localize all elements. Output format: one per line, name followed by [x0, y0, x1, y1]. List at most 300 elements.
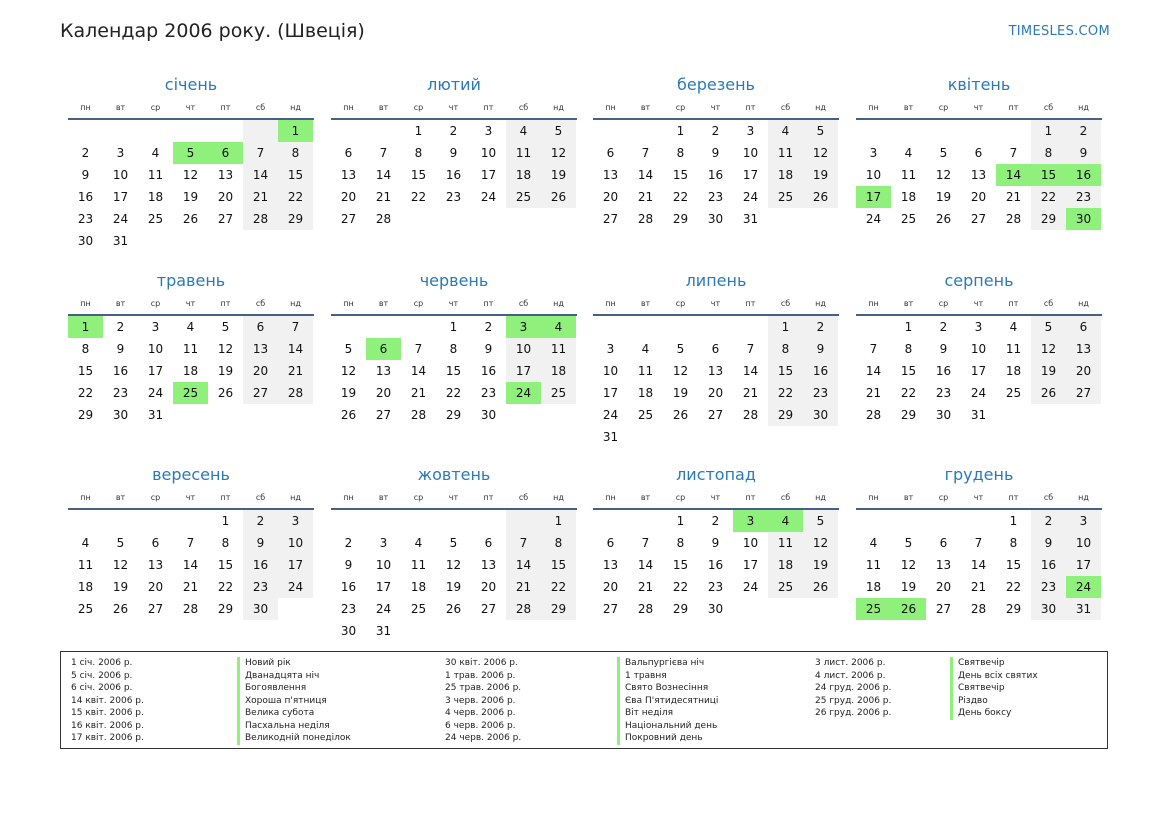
weekday-label: нд [553, 103, 564, 112]
day-cell: 17 [970, 364, 987, 378]
day-cell: 29 [541, 598, 576, 620]
day-cell: 11 [768, 142, 803, 164]
day-cell: 19 [672, 386, 689, 400]
day-cell: 16 [340, 580, 357, 594]
holiday-name: День боксу [958, 708, 1012, 718]
day-cell: 6 [366, 338, 401, 360]
day-cell: 2 [484, 320, 493, 334]
day-cell: 20 [935, 580, 952, 594]
day-blank [856, 316, 891, 338]
weekday-label: пт [483, 493, 494, 502]
day-cell: 10 [865, 168, 882, 182]
month-6 [331, 270, 577, 426]
weekday-label: нд [1078, 493, 1089, 502]
day-cell: 17 [1066, 554, 1101, 576]
day-cell: 25 [768, 186, 803, 208]
day-cell: 23 [935, 386, 952, 400]
day-cell: 20 [707, 386, 724, 400]
day-cell: 17 [742, 168, 759, 182]
weekday-label: вт [378, 103, 389, 112]
day-cell: 21 [742, 386, 759, 400]
site-link[interactable]: TIMESLES.COM [1008, 24, 1110, 39]
day-cell: 28 [742, 408, 759, 422]
day-cell: 22 [217, 580, 234, 594]
day-cell: 8 [676, 146, 685, 160]
weekday-label: нд [553, 299, 564, 308]
day-cell: 16 [707, 558, 724, 572]
day-cell: 15 [1031, 164, 1066, 186]
day-cell: 14 [742, 364, 759, 378]
month-name: червень [419, 271, 489, 290]
day-cell: 4 [768, 120, 803, 142]
holiday-name: Велика субота [245, 708, 315, 718]
day-cell: 23 [1031, 576, 1066, 598]
day-cell: 23 [1066, 186, 1101, 208]
day-cell: 30 [707, 212, 724, 226]
day-cell: 24 [147, 386, 164, 400]
day-cell: 30 [243, 598, 278, 620]
day-cell: 4 [541, 316, 576, 338]
day-cell: 29 [1005, 602, 1022, 616]
day-cell: 19 [217, 364, 234, 378]
day-cell: 28 [865, 408, 882, 422]
day-cell: 5 [939, 146, 948, 160]
day-cell: 19 [803, 164, 838, 186]
month-2 [331, 74, 577, 230]
day-cell: 10 [506, 338, 541, 360]
day-cell: 22 [410, 190, 427, 204]
day-blank [996, 120, 1031, 142]
day-cell: 16 [243, 554, 278, 576]
weekday-label: вт [115, 103, 126, 112]
day-blank [961, 510, 996, 532]
day-cell: 20 [243, 360, 278, 382]
weekday-label: пт [220, 493, 231, 502]
day-blank [593, 316, 628, 338]
day-cell: 15 [77, 364, 94, 378]
day-cell: 9 [711, 536, 720, 550]
day-cell: 5 [344, 342, 353, 356]
day-cell: 13 [480, 558, 497, 572]
day-grid [593, 510, 839, 620]
day-cell: 25 [637, 408, 654, 422]
weekday-label: ср [413, 299, 424, 308]
weekday-label: пт [220, 103, 231, 112]
day-cell: 21 [637, 580, 654, 594]
day-cell: 3 [869, 146, 878, 160]
day-blank [138, 120, 173, 142]
day-cell: 5 [1031, 316, 1066, 338]
day-cell: 30 [707, 602, 724, 616]
day-cell: 6 [606, 146, 615, 160]
day-cell: 10 [480, 146, 497, 160]
day-cell: 13 [970, 168, 987, 182]
day-cell: 2 [711, 124, 720, 138]
day-blank [628, 510, 663, 532]
day-blank [401, 316, 436, 338]
day-cell: 24 [602, 408, 619, 422]
day-cell: 2 [243, 510, 278, 532]
day-cell: 14 [637, 558, 654, 572]
day-cell: 20 [602, 580, 619, 594]
day-cell: 3 [484, 124, 493, 138]
day-cell: 26 [541, 186, 576, 208]
day-cell: 7 [414, 342, 423, 356]
day-cell: 2 [449, 124, 458, 138]
day-cell: 18 [900, 190, 917, 204]
day-cell: 21 [375, 190, 392, 204]
weekday-label: чт [973, 103, 984, 112]
weekday-label: пн [80, 493, 91, 502]
day-cell: 27 [602, 602, 619, 616]
day-cell: 7 [506, 532, 541, 554]
day-cell: 14 [506, 554, 541, 576]
holiday-dates-column [445, 657, 521, 745]
holiday-name: Свято Вознесіння [625, 683, 709, 693]
day-cell: 17 [147, 364, 164, 378]
weekday-label: пн [868, 299, 879, 308]
holiday-name: Різдво [958, 695, 988, 706]
day-cell: 21 [637, 190, 654, 204]
month-11 [593, 464, 839, 620]
day-cell: 12 [217, 342, 234, 356]
page-title: Календар 2006 року. (Швеція) [60, 20, 365, 42]
day-cell: 14 [375, 168, 392, 182]
day-cell: 29 [1031, 208, 1066, 230]
day-cell: 5 [449, 536, 458, 550]
day-cell: 14 [970, 558, 987, 572]
day-cell: 26 [340, 408, 357, 422]
day-cell: 29 [217, 602, 234, 616]
day-cell: 15 [900, 364, 917, 378]
day-cell: 14 [182, 558, 199, 572]
day-cell: 8 [768, 338, 803, 360]
day-cell: 4 [186, 320, 195, 334]
day-blank [663, 316, 698, 338]
day-cell: 27 [1066, 382, 1101, 404]
day-cell: 9 [1031, 532, 1066, 554]
day-cell: 4 [869, 536, 878, 550]
weekday-label: чт [185, 103, 196, 112]
day-cell: 19 [340, 386, 357, 400]
day-cell: 8 [221, 536, 230, 550]
day-cell: 8 [904, 342, 913, 356]
day-cell: 21 [278, 360, 313, 382]
day-cell: 3 [1066, 510, 1101, 532]
day-cell: 2 [1066, 120, 1101, 142]
day-cell: 22 [541, 576, 576, 598]
day-cell: 24 [278, 576, 313, 598]
month-name: вересень [152, 465, 230, 484]
day-cell: 3 [151, 320, 160, 334]
day-cell: 20 [375, 386, 392, 400]
day-cell: 10 [278, 532, 313, 554]
day-cell: 26 [217, 386, 234, 400]
weekday-header [68, 294, 314, 316]
day-cell: 29 [672, 212, 689, 226]
day-cell: 6 [484, 536, 493, 550]
day-grid [856, 316, 1102, 426]
day-blank [366, 510, 401, 532]
day-cell: 10 [1066, 532, 1101, 554]
day-cell: 17 [480, 168, 497, 182]
day-cell: 12 [935, 168, 952, 182]
day-blank [961, 120, 996, 142]
day-cell: 22 [1031, 186, 1066, 208]
day-cell: 1 [1031, 120, 1066, 142]
holiday-name: 1 травня [625, 670, 667, 681]
day-cell: 27 [480, 602, 497, 616]
weekday-label: ср [675, 103, 686, 112]
day-cell: 7 [641, 146, 650, 160]
day-cell: 7 [1009, 146, 1018, 160]
day-cell: 9 [939, 342, 948, 356]
day-cell: 4 [768, 510, 803, 532]
day-grid [593, 316, 839, 448]
weekday-label: чт [973, 493, 984, 502]
month-5 [68, 270, 314, 426]
day-cell: 12 [182, 168, 199, 182]
weekday-label: пн [343, 103, 354, 112]
holiday-name: Святвечір [958, 683, 1005, 693]
day-cell: 18 [410, 580, 427, 594]
day-blank [891, 120, 926, 142]
holiday-dates-column [815, 657, 891, 720]
day-cell: 9 [484, 342, 493, 356]
holiday-date: 26 груд. 2006 р. [815, 708, 892, 718]
holiday-date: 25 трав. 2006 р. [445, 683, 522, 693]
day-cell: 22 [672, 190, 689, 204]
day-cell: 13 [707, 364, 724, 378]
month-name: квітень [947, 75, 1011, 94]
holiday-date: 3 лист. 2006 р. [815, 658, 886, 668]
day-cell: 19 [541, 164, 576, 186]
day-cell: 1 [541, 510, 576, 532]
weekday-label: ср [150, 299, 161, 308]
weekday-label: сб [518, 103, 529, 112]
weekday-label: ср [938, 493, 949, 502]
day-cell: 26 [1031, 382, 1066, 404]
day-cell: 15 [410, 168, 427, 182]
weekday-label: вт [378, 493, 389, 502]
weekday-label: чт [973, 299, 984, 308]
weekday-label: чт [448, 493, 459, 502]
day-blank [436, 510, 471, 532]
weekday-label: нд [1078, 103, 1089, 112]
day-cell: 18 [768, 164, 803, 186]
weekday-label: пт [220, 299, 231, 308]
day-blank [593, 120, 628, 142]
holiday-name: Хороша п'ятниця [245, 695, 327, 706]
weekday-label: чт [185, 493, 196, 502]
day-cell: 13 [340, 168, 357, 182]
holiday-name: Великодній понеділок [245, 733, 351, 743]
month-1 [68, 74, 314, 252]
weekday-label: вт [378, 299, 389, 308]
day-blank [856, 120, 891, 142]
day-cell: 31 [147, 408, 164, 422]
day-cell: 8 [449, 342, 458, 356]
day-blank [926, 510, 961, 532]
day-cell: 14 [637, 168, 654, 182]
day-cell: 30 [480, 408, 497, 422]
day-cell: 22 [768, 382, 803, 404]
day-cell: 4 [1009, 320, 1018, 334]
day-cell: 21 [410, 386, 427, 400]
day-cell: 4 [641, 342, 650, 356]
day-cell: 26 [803, 186, 838, 208]
holiday-date: 24 груд. 2006 р. [815, 683, 892, 693]
weekday-header [68, 488, 314, 510]
month-7 [593, 270, 839, 448]
month-name: січень [164, 75, 218, 94]
day-cell: 23 [112, 386, 129, 400]
day-cell: 12 [803, 532, 838, 554]
weekday-label: чт [448, 103, 459, 112]
holiday-name: Єва П'ятидесятниці [625, 695, 719, 706]
month-12 [856, 464, 1102, 620]
day-cell: 1 [676, 124, 685, 138]
day-cell: 26 [112, 602, 129, 616]
day-cell: 10 [147, 342, 164, 356]
weekday-label: сб [1043, 299, 1054, 308]
weekday-label: ср [150, 493, 161, 502]
day-cell: 15 [768, 360, 803, 382]
weekday-label: чт [185, 299, 196, 308]
day-cell: 12 [900, 558, 917, 572]
month-3 [593, 74, 839, 230]
weekday-label: вт [903, 493, 914, 502]
day-cell: 28 [278, 382, 313, 404]
holiday-dates-column [71, 657, 144, 745]
weekday-label: сб [518, 493, 529, 502]
weekday-label: пт [1008, 103, 1019, 112]
weekday-label: пт [1008, 299, 1019, 308]
day-cell: 18 [147, 190, 164, 204]
day-cell: 24 [742, 190, 759, 204]
weekday-label: чт [448, 299, 459, 308]
day-blank [506, 510, 541, 532]
day-blank [593, 510, 628, 532]
day-cell: 2 [803, 316, 838, 338]
weekday-label: вт [640, 299, 651, 308]
day-cell: 24 [742, 580, 759, 594]
day-cell: 30 [112, 408, 129, 422]
day-cell: 20 [602, 190, 619, 204]
day-blank [698, 316, 733, 338]
day-cell: 11 [506, 142, 541, 164]
day-grid [331, 316, 577, 426]
holiday-date: 4 черв. 2006 р. [445, 708, 516, 718]
day-cell: 25 [173, 382, 208, 404]
day-cell: 15 [445, 364, 462, 378]
weekday-label: сб [1043, 493, 1054, 502]
day-cell: 17 [278, 554, 313, 576]
day-cell: 20 [217, 190, 234, 204]
day-cell: 13 [375, 364, 392, 378]
day-cell: 16 [935, 364, 952, 378]
day-cell: 20 [147, 580, 164, 594]
day-cell: 25 [856, 598, 891, 620]
holiday-name: Святвечір [958, 658, 1005, 668]
weekday-label: ср [675, 493, 686, 502]
day-cell: 28 [182, 602, 199, 616]
day-cell: 7 [869, 342, 878, 356]
day-cell: 11 [768, 532, 803, 554]
day-cell: 30 [77, 234, 94, 248]
weekday-header [331, 294, 577, 316]
weekday-label: пн [605, 299, 616, 308]
day-cell: 2 [1031, 510, 1066, 532]
day-cell: 19 [182, 190, 199, 204]
day-cell: 29 [768, 404, 803, 426]
day-cell: 5 [173, 142, 208, 164]
day-cell: 20 [1066, 360, 1101, 382]
day-cell: 5 [676, 342, 685, 356]
day-cell: 28 [375, 212, 392, 226]
weekday-label: сб [780, 493, 791, 502]
day-cell: 6 [208, 142, 243, 164]
weekday-label: нд [815, 103, 826, 112]
month-name: травень [156, 271, 226, 290]
day-cell: 20 [970, 190, 987, 204]
day-cell: 11 [900, 168, 917, 182]
weekday-label: сб [1043, 103, 1054, 112]
day-cell: 16 [803, 360, 838, 382]
day-cell: 28 [637, 212, 654, 226]
day-cell: 27 [935, 602, 952, 616]
day-cell: 3 [974, 320, 983, 334]
day-cell: 6 [606, 536, 615, 550]
day-cell: 18 [541, 360, 576, 382]
day-blank [366, 316, 401, 338]
weekday-label: ср [938, 103, 949, 112]
weekday-label: ср [150, 103, 161, 112]
day-cell: 15 [672, 558, 689, 572]
month-9 [68, 464, 314, 620]
day-cell: 18 [865, 580, 882, 594]
day-cell: 13 [935, 558, 952, 572]
weekday-label: сб [255, 299, 266, 308]
day-cell: 2 [116, 320, 125, 334]
day-cell: 8 [541, 532, 576, 554]
weekday-label: пн [343, 493, 354, 502]
day-cell: 13 [147, 558, 164, 572]
day-cell: 21 [182, 580, 199, 594]
day-cell: 9 [449, 146, 458, 160]
weekday-label: вт [115, 493, 126, 502]
day-cell: 24 [970, 386, 987, 400]
day-cell: 18 [506, 164, 541, 186]
day-cell: 4 [81, 536, 90, 550]
day-cell: 11 [77, 558, 94, 572]
weekday-label: ср [413, 103, 424, 112]
weekday-label: пн [80, 103, 91, 112]
day-cell: 30 [935, 408, 952, 422]
day-blank [856, 510, 891, 532]
day-cell: 28 [506, 598, 541, 620]
month-name: листопад [676, 465, 756, 484]
day-cell: 8 [1031, 142, 1066, 164]
day-cell: 3 [606, 342, 615, 356]
day-cell: 5 [803, 510, 838, 532]
day-cell: 24 [1066, 576, 1101, 598]
weekday-label: пн [868, 493, 879, 502]
day-cell: 25 [506, 186, 541, 208]
weekday-header [593, 294, 839, 316]
day-cell: 27 [243, 382, 278, 404]
holiday-name: Національний день [625, 720, 718, 731]
